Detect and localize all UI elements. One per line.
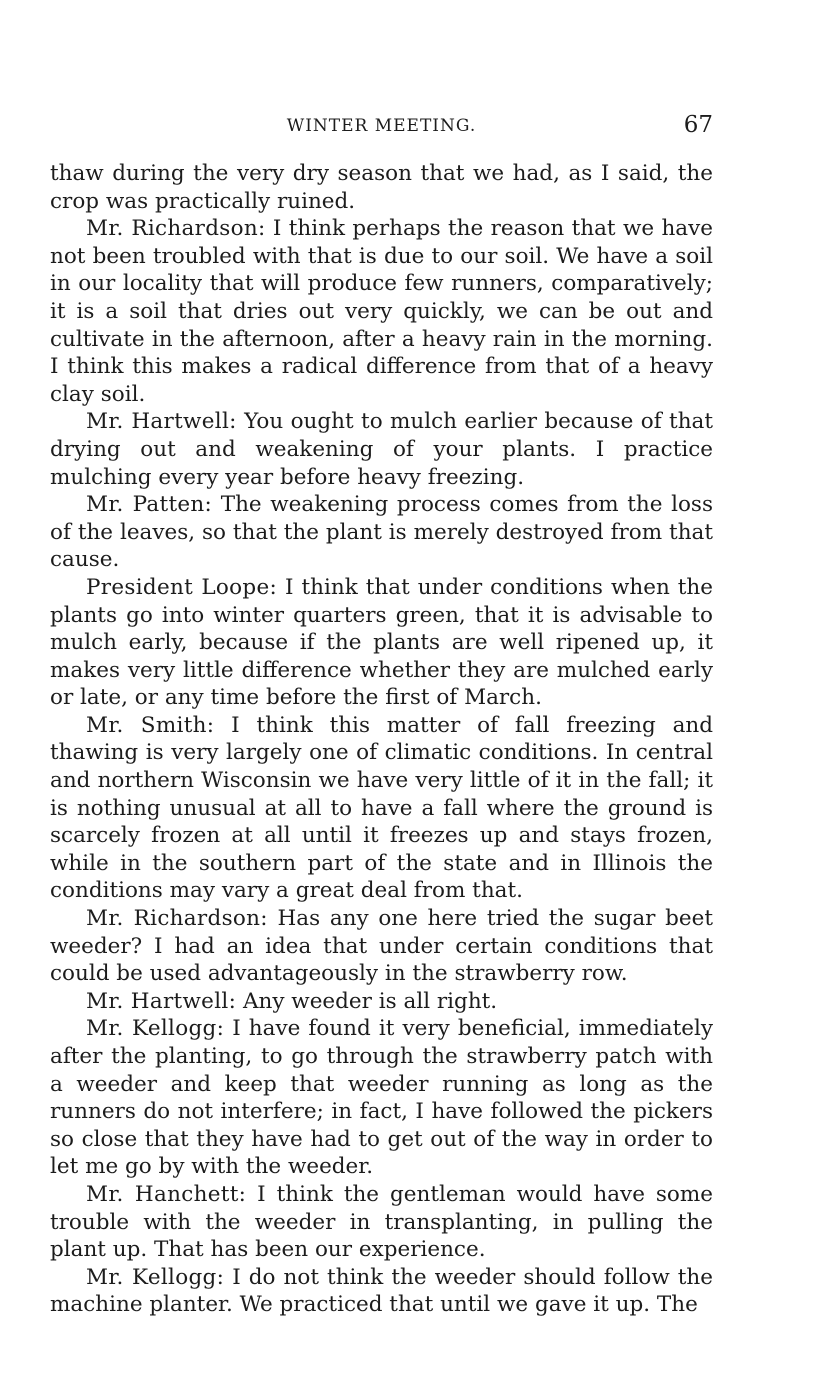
speaker-name: Mr. Hanchett: bbox=[86, 1181, 247, 1207]
paragraph-text: You ought to mulch earlier because of that drying out and weakening of your plants. I practice mulching every year before heavy freezing. bbox=[50, 409, 714, 490]
speaker-name: President Loope: bbox=[86, 574, 278, 600]
paragraph-text: The weakening process comes from the loss of the leaves, so that the plant is merely destroyed from that cause. bbox=[50, 492, 714, 573]
paragraph-text: thaw during the very dry season that we had, as I said, the crop was practically ruined. bbox=[50, 161, 713, 214]
speaker-name: Mr. Smith: bbox=[86, 712, 215, 738]
paragraph-loope bbox=[50, 574, 713, 712]
paragraph-hartwell-2 bbox=[50, 988, 713, 1016]
body-text bbox=[50, 160, 713, 1319]
page-number: 67 bbox=[683, 112, 713, 138]
paragraph-text: Any weeder is all right. bbox=[242, 988, 498, 1014]
paragraph-text: I think this matter of fall freezing and thawing is very largely one of climatic conditions. In central and northern Wisconsin we have very little of it in the fall; it is nothing unusual at all to have a fall where the ground is scarcely frozen at all until it freezes up and stays frozen, while in the southern part of the state and in Illinois the conditions may vary a great deal from that. bbox=[50, 712, 713, 904]
paragraph-kellogg-1 bbox=[50, 1015, 713, 1181]
paragraph-text: I have found it very beneficial, immediately after the planting, to go through the strawberry patch with a weeder and keep that weeder running as long as the runners do not interfere; in fact, I have followed the pickers so close that they have had to get out of the way in order to let me go by with the weeder. bbox=[50, 1016, 713, 1180]
paragraph-hanchett bbox=[50, 1181, 713, 1264]
paragraph-text: Has any one here tried the sugar beet weeder? I had an idea that under certain conditions that could be used advantageously in the strawberry row. bbox=[50, 906, 713, 987]
running-title: WINTER MEETING. bbox=[286, 116, 477, 136]
paragraph-hartwell-1 bbox=[50, 408, 713, 491]
speaker-name: Mr. Hartwell: bbox=[86, 988, 237, 1014]
speaker-name: Mr. Richardson: bbox=[86, 216, 266, 242]
paragraph-text: I think that under conditions when the plants go into winter quarters green, that it is advisable to mulch early, because if the plants are well ripened up, it makes very little difference whether they are mulched early or late, or any time before the first of March. bbox=[50, 574, 713, 711]
running-head bbox=[50, 112, 713, 140]
paragraph-richardson-2 bbox=[50, 905, 713, 988]
paragraph-kellogg-2 bbox=[50, 1264, 713, 1319]
paragraph-patten bbox=[50, 491, 713, 574]
paragraph-richardson-1 bbox=[50, 215, 713, 408]
speaker-name: Mr. Kellogg: bbox=[86, 1016, 225, 1042]
speaker-name: Mr. Richardson: bbox=[86, 906, 268, 932]
paragraph-smith bbox=[50, 712, 713, 905]
speaker-name: Mr. Hartwell: bbox=[86, 409, 237, 435]
speaker-name: Mr. Patten: bbox=[86, 492, 213, 518]
speaker-name: Mr. Kellogg: bbox=[86, 1264, 225, 1290]
paragraph-text: I do not think the weeder should follow the machine planter. We practiced that until we gave it up. The bbox=[50, 1264, 714, 1318]
paragraph-continuation bbox=[50, 160, 713, 215]
paragraph-text: I think perhaps the reason that we have not been troubled with that is due to our soil. We have a soil in our locality that will produce few runners, comparatively; it is a soil that dries out very quickly, we can be out and cultivate in the afternoon, after a heavy rain in the morning. I think this makes a radical difference from that of a heavy clay soil. bbox=[50, 216, 713, 407]
paragraph-text: I think the gentleman would have some trouble with the weeder in transplanting, in pulling the plant up. That has been our experience. bbox=[50, 1181, 713, 1263]
